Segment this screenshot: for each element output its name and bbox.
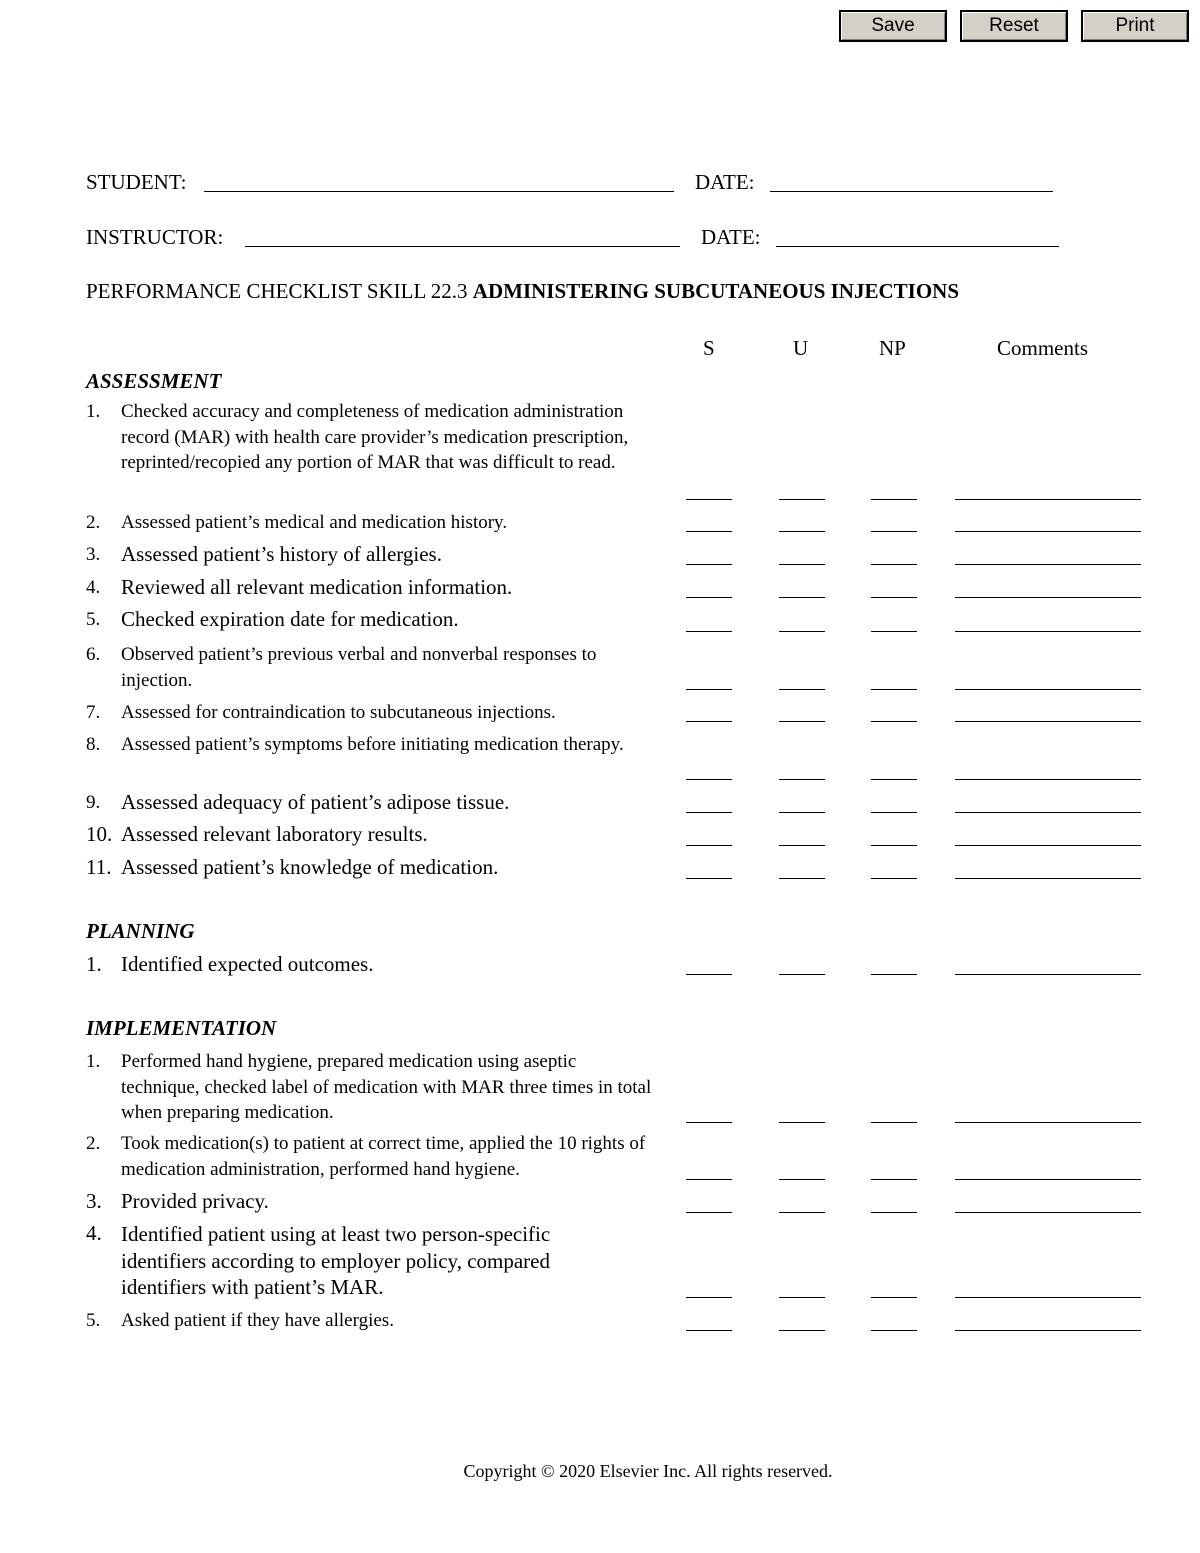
score-u-blank[interactable] (779, 1330, 825, 1331)
item-text: Asked patient if they have allergies. (121, 1310, 394, 1331)
item-text: Provided privacy. (121, 1189, 269, 1213)
comments-blank[interactable] (955, 1122, 1141, 1123)
score-np-blank[interactable] (871, 1179, 917, 1180)
score-u-blank[interactable] (779, 689, 825, 690)
instructor-date-label: DATE: (701, 225, 761, 249)
item-text: Assessed for contraindication to subcutaneous injections. (121, 702, 556, 723)
score-s-blank[interactable] (686, 974, 732, 975)
section-heading-implementation: IMPLEMENTATION (86, 1016, 277, 1040)
item-number: 2. (86, 512, 101, 533)
item-text: Reviewed all relevant medication information. (121, 575, 513, 599)
score-s-blank[interactable] (686, 779, 732, 780)
item-text: Assessed patient’s medical and medication history. (121, 512, 508, 533)
title-prefix: PERFORMANCE CHECKLIST SKILL 22.3 (86, 279, 468, 303)
comments-blank[interactable] (955, 1330, 1141, 1331)
section-heading-assessment: ASSESSMENT (86, 369, 222, 393)
score-u-blank[interactable] (779, 631, 825, 632)
student-date-field[interactable] (770, 191, 1053, 192)
comments-blank[interactable] (955, 531, 1141, 532)
comments-blank[interactable] (955, 974, 1141, 975)
item-number: 11. (86, 855, 112, 879)
score-u-blank[interactable] (779, 779, 825, 780)
item-number: 3. (86, 544, 101, 565)
column-header-np: NP (879, 336, 906, 360)
score-s-blank[interactable] (686, 1330, 732, 1331)
item-number: 7. (86, 702, 101, 723)
instructor-date-field[interactable] (776, 246, 1059, 247)
item-number: 5. (86, 1310, 101, 1331)
score-s-blank[interactable] (686, 631, 732, 632)
score-np-blank[interactable] (871, 631, 917, 632)
score-s-blank[interactable] (686, 1297, 732, 1298)
comments-blank[interactable] (955, 1212, 1141, 1213)
score-u-blank[interactable] (779, 1122, 825, 1123)
score-np-blank[interactable] (871, 974, 917, 975)
score-s-blank[interactable] (686, 564, 732, 565)
score-np-blank[interactable] (871, 1330, 917, 1331)
item-number: 3. (86, 1189, 102, 1213)
item-text: Performed hand hygiene, prepared medication using aseptic technique, checked label of medication with MAR three times in total when preparing medication. (121, 1051, 652, 1123)
score-np-blank[interactable] (871, 499, 917, 500)
item-text: Identified patient using at least two person-specific identifiers according to employer policy, compared identifiers with patient’s MAR. (121, 1222, 551, 1299)
comments-blank[interactable] (955, 1297, 1141, 1298)
column-header-s: S (703, 336, 715, 360)
item-number: 2. (86, 1133, 101, 1154)
item-text: Assessed patient’s symptoms before initiating medication therapy. (121, 734, 624, 755)
column-header-u: U (793, 336, 809, 360)
column-header-comments: Comments (997, 336, 1089, 360)
score-u-blank[interactable] (779, 499, 825, 500)
student-field[interactable] (204, 191, 674, 192)
score-u-blank[interactable] (779, 721, 825, 722)
score-np-blank[interactable] (871, 845, 917, 846)
item-text: Took medication(s) to patient at correct time, applied the 10 rights of medication administration, performed hand hygiene. (121, 1133, 646, 1180)
score-u-blank[interactable] (779, 812, 825, 813)
score-np-blank[interactable] (871, 531, 917, 532)
item-number: 6. (86, 644, 101, 665)
item-text: Assessed relevant laboratory results. (121, 822, 428, 846)
title-skill-name: ADMINISTERING SUBCUTANEOUS INJECTIONS (472, 279, 960, 303)
item-text: Assessed patient’s knowledge of medication. (121, 855, 499, 879)
item-number: 4. (86, 577, 101, 598)
score-s-blank[interactable] (686, 1212, 732, 1213)
comments-blank[interactable] (955, 631, 1141, 632)
comments-blank[interactable] (955, 689, 1141, 690)
item-number: 10. (86, 822, 113, 846)
comments-blank[interactable] (955, 845, 1141, 846)
score-np-blank[interactable] (871, 689, 917, 690)
comments-blank[interactable] (955, 812, 1141, 813)
instructor-label: INSTRUCTOR: (86, 225, 224, 249)
score-u-blank[interactable] (779, 878, 825, 879)
save-button[interactable]: Save (839, 10, 947, 42)
instructor-field[interactable] (245, 246, 680, 247)
comments-blank[interactable] (955, 499, 1141, 500)
score-np-blank[interactable] (871, 1212, 917, 1213)
print-button[interactable]: Print (1081, 10, 1189, 42)
item-number: 9. (86, 792, 101, 813)
student-label: STUDENT: (86, 170, 187, 194)
score-s-blank[interactable] (686, 689, 732, 690)
item-text: Checked accuracy and completeness of medication administration record (MAR) with health care provider’s medication prescription, reprinted/recopied any portion of MAR that was difficult to read. (121, 401, 629, 473)
copyright-footer: Copyright © 2020 Elsevier Inc. All rights reserved. (463, 1461, 833, 1481)
item-text: Identified expected outcomes. (121, 952, 374, 976)
item-number: 1. (86, 401, 101, 422)
score-s-blank[interactable] (686, 1179, 732, 1180)
score-s-blank[interactable] (686, 721, 732, 722)
score-s-blank[interactable] (686, 1122, 732, 1123)
score-s-blank[interactable] (686, 845, 732, 846)
comments-blank[interactable] (955, 564, 1141, 565)
score-np-blank[interactable] (871, 779, 917, 780)
score-s-blank[interactable] (686, 597, 732, 598)
score-np-blank[interactable] (871, 812, 917, 813)
item-text: Assessed patient’s history of allergies. (121, 542, 442, 566)
score-u-blank[interactable] (779, 564, 825, 565)
item-number: 1. (86, 952, 102, 976)
item-number: 4. (86, 1221, 102, 1245)
reset-button[interactable]: Reset (960, 10, 1068, 42)
item-text: Assessed adequacy of patient’s adipose tissue. (121, 790, 510, 814)
page-title (86, 279, 959, 303)
score-u-blank[interactable] (779, 1297, 825, 1298)
score-np-blank[interactable] (871, 597, 917, 598)
score-np-blank[interactable] (871, 878, 917, 879)
item-number: 1. (86, 1051, 101, 1072)
score-np-blank[interactable] (871, 1122, 917, 1123)
score-s-blank[interactable] (686, 531, 732, 532)
student-date-label: DATE: (695, 170, 755, 194)
comments-blank[interactable] (955, 779, 1141, 780)
item-text: Observed patient’s previous verbal and nonverbal responses to injection. (121, 644, 597, 691)
score-np-blank[interactable] (871, 721, 917, 722)
score-s-blank[interactable] (686, 499, 732, 500)
score-s-blank[interactable] (686, 878, 732, 879)
section-heading-planning: PLANNING (86, 919, 195, 943)
comments-blank[interactable] (955, 597, 1141, 598)
item-text: Checked expiration date for medication. (121, 607, 459, 631)
item-number: 5. (86, 609, 101, 630)
score-np-blank[interactable] (871, 1297, 917, 1298)
score-s-blank[interactable] (686, 812, 732, 813)
score-u-blank[interactable] (779, 1212, 825, 1213)
comments-blank[interactable] (955, 878, 1141, 879)
score-u-blank[interactable] (779, 597, 825, 598)
score-u-blank[interactable] (779, 845, 825, 846)
score-np-blank[interactable] (871, 564, 917, 565)
comments-blank[interactable] (955, 1179, 1141, 1180)
item-number: 8. (86, 734, 101, 755)
score-u-blank[interactable] (779, 1179, 825, 1180)
comments-blank[interactable] (955, 721, 1141, 722)
score-u-blank[interactable] (779, 974, 825, 975)
score-u-blank[interactable] (779, 531, 825, 532)
